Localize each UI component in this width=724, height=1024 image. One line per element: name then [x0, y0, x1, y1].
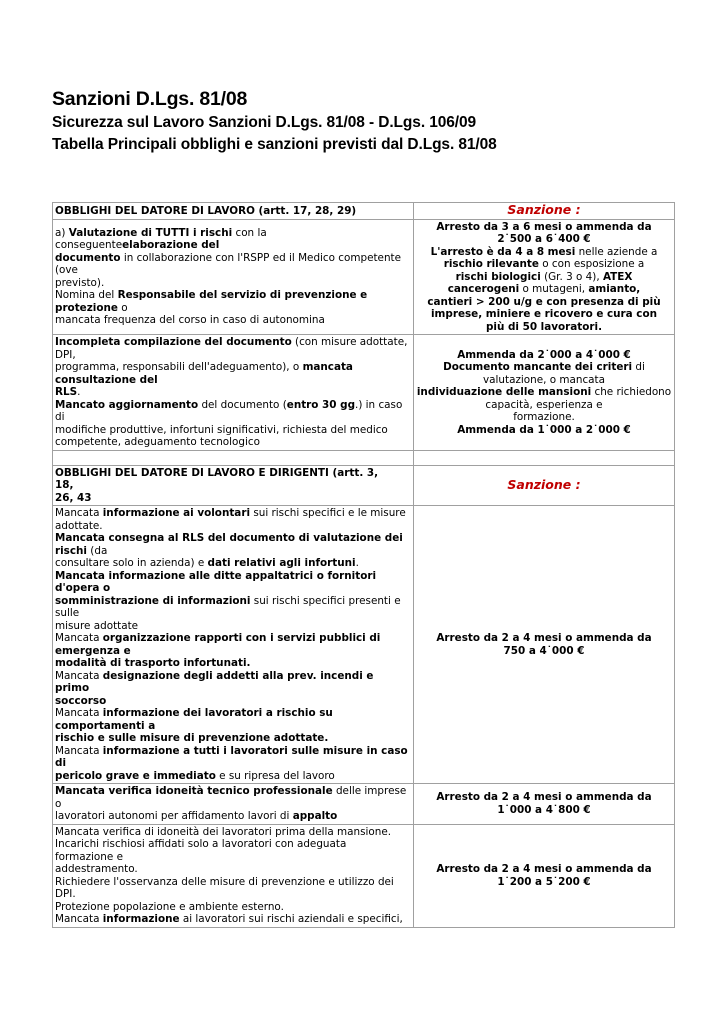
sanction-header-cell — [414, 203, 675, 220]
sanction-header: Sanzione : — [507, 476, 581, 492]
document-subtitle: Sicurezza sul Lavoro Sanzioni D.Lgs. 81/08 - D.Lgs. 106/09 — [52, 114, 477, 131]
obligations-header: OBBLIGHI DEL DATORE DI LAVORO (artt. 17, 28, 29) — [53, 203, 414, 220]
obligation-cell: Mancata verifica di idoneità dei lavoratori prima della mansione. Incarichi rischiosi affidati solo a lavoratori con adeguata formazione e addestramento. Richiedere l'osservanza delle misure di prevenzione e utilizzo dei DPI. Protezione popolazione e ambiente esterno. Mancata informazione ai lavoratori sui rischi aziendali e specifici, — [53, 824, 414, 927]
obligation-cell: Mancata informazione ai volontari sui rischi specifici e le misure adottate. Mancata consegna al RLS del documento di valutazione dei rischi (da consultare solo in azienda) e dati relativi agli infortuni. Mancata informazione alle ditte appaltatrici o fornitori d'opera o somministrazione di informazioni sui rischi specifici presenti e sulle misure adottate Mancata organizzazione rapporti con i servizi pubblici di emergenza e modalità di trasporto infortunati. Mancata designazione degli addetti alla prev. incendi e primo soccorso Mancata informazione dei lavoratori a rischio su comportamenti a rischio e sulle misure di prevenzione adottate. Mancata informazione a tutti i lavoratori sulle misure in caso di pericolo grave e immediato e su ripresa del lavoro — [53, 506, 414, 784]
sanction-cell: Arresto da 2 a 4 mesi o ammenda da 1˙000 a 4˙800 € — [414, 784, 675, 825]
obligations-header: OBBLIGHI DEL DATORE DI LAVORO E DIRIGENTI (artt. 3, 18, 26, 43 — [53, 465, 414, 506]
document-subtitle-table: Tabella Principali obblighi e sanzioni previsti dal D.Lgs. 81/08 — [52, 136, 497, 153]
table-header-row — [53, 465, 675, 506]
sanction-cell: Arresto da 2 a 4 mesi o ammenda da 750 a 4˙000 € — [414, 506, 675, 784]
table-row — [53, 335, 675, 451]
sanction-cell: Arresto da 2 a 4 mesi o ammenda da 1˙200 a 5˙200 € — [414, 824, 675, 927]
obligation-cell: Incompleta compilazione del documento (con misure adottate, DPI, programma, responsabili dell'adeguamento), o mancata consultazione del RLS. Mancato aggiornamento del documento (entro 30 gg.) in caso di modifiche produttive, infortuni significativi, richiesta del medico competente, adeguamento tecnologico — [53, 335, 414, 451]
obligation-cell: a) Valutazione di TUTTI i rischi con la conseguenteelaborazione del documento in collaborazione con l'RSPP ed il Medico competente (ove previsto). Nomina del Responsabile del servizio di prevenzione e protezione o mancata frequenza del corso in caso di autonomina — [53, 219, 414, 335]
sanction-cell: Ammenda da 2˙000 a 4˙000 € Documento mancante dei criteri di valutazione, o mancata individuazione delle mansioni che richiedono capacità, esperienza e formazione. Ammenda da 1˙000 a 2˙000 € — [414, 335, 675, 451]
document-titles — [52, 86, 682, 156]
sanction-header: Sanzione : — [507, 202, 581, 217]
table-row — [53, 784, 675, 825]
sanction-header-cell — [414, 465, 675, 506]
empty-cell — [414, 450, 675, 465]
table-row — [53, 824, 675, 927]
empty-cell — [53, 450, 414, 465]
sanction-cell: Arresto da 3 a 6 mesi o ammenda da 2˙500 a 6˙400 € L'arresto è da 4 a 8 mesi nelle aziende a rischio rilevante o con esposizione a rischi biologici (Gr. 3 o 4), ATEX cancerogeni o mutageni, amianto, cantieri > 200 u/g e con presenza di più imprese, miniere e ricovero e cura con più di 50 lavoratori. — [414, 219, 675, 335]
table-row — [53, 506, 675, 784]
table-header-row — [53, 203, 675, 220]
sanctions-table — [52, 202, 675, 928]
table-row — [53, 219, 675, 335]
empty-row — [53, 450, 675, 465]
obligation-cell: Mancata verifica idoneità tecnico professionale delle imprese o lavoratori autonomi per affidamento lavori di appalto — [53, 784, 414, 825]
document-title: Sanzioni D.Lgs. 81/08 — [52, 88, 248, 110]
